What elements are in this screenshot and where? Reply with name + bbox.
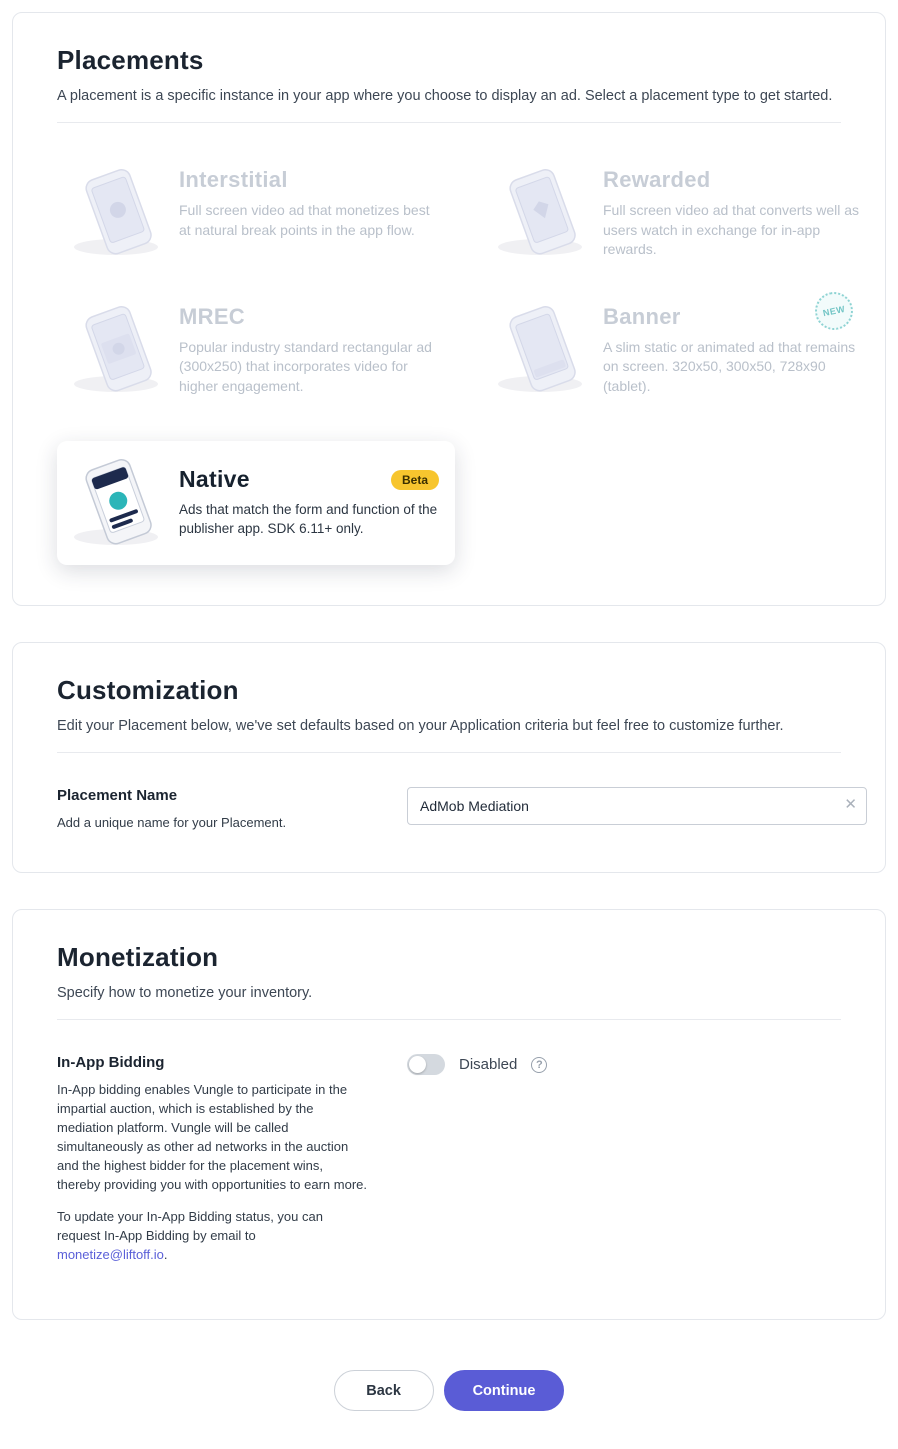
- monetize-email-link[interactable]: monetize@liftoff.io: [57, 1247, 164, 1263]
- placement-name-help: Add a unique name for your Placement.: [57, 814, 287, 830]
- back-button[interactable]: Back: [334, 1370, 434, 1411]
- placement-type-grid: [57, 167, 860, 565]
- continue-button[interactable]: Continue: [444, 1370, 565, 1411]
- placement-name-input[interactable]: [407, 787, 867, 825]
- beta-badge: Beta: [391, 470, 439, 490]
- monetization-subtitle: Specify how to monetize your inventory.: [57, 985, 313, 1002]
- new-badge: NEW: [811, 288, 856, 333]
- placement-type-banner[interactable]: [481, 304, 861, 397]
- placement-type-rewarded[interactable]: [481, 167, 861, 260]
- period: .: [163, 1247, 168, 1263]
- in-app-bidding-description: In-App bidding enables Vungle to participate in the impartial auction, which is established by the mediation platform. Vungle will be called simultaneously as other ad networks in the auction and the highest bidder for the placement wins, thereby providing you with opportunities to earn more.: [57, 1082, 368, 1192]
- placement-type-interstitial[interactable]: [57, 167, 455, 260]
- mrec-phone-icon: [57, 304, 179, 396]
- monetization-card: [12, 909, 886, 1320]
- placements-subtitle: A placement is a specific instance in your app where you choose to display an ad. Select a placement type to get started.: [57, 88, 833, 104]
- placement-type-native[interactable]: [57, 441, 455, 565]
- customization-card: [12, 642, 886, 874]
- in-app-bidding-row: [57, 1054, 841, 1279]
- footer-actions: [12, 1356, 886, 1437]
- placement-name-row: [57, 786, 857, 833]
- in-app-bidding-update-text: [57, 1208, 367, 1265]
- toggle-knob: [409, 1056, 426, 1073]
- rewarded-phone-icon: [481, 167, 603, 259]
- placement-type-mrec[interactable]: [57, 304, 455, 397]
- placement-type-title: Interstitial: [179, 167, 288, 192]
- divider: [57, 122, 841, 123]
- placement-type-title: Rewarded: [603, 167, 711, 192]
- placements-card: [12, 12, 886, 606]
- banner-phone-icon: [481, 304, 603, 396]
- placement-type-title: Banner: [603, 303, 681, 329]
- monetization-title: Monetization: [57, 942, 219, 973]
- placement-name-label: Placement Name: [57, 786, 178, 804]
- placement-type-description: Popular industry standard rectangular ad (300x250) that incorporates video for higher engagement.: [179, 338, 432, 394]
- update-text: To update your In-App Bidding status, you can request In-App Bidding by email to: [57, 1209, 323, 1244]
- native-phone-icon: [57, 457, 179, 549]
- customization-title: Customization: [57, 674, 239, 705]
- customization-subtitle: Edit your Placement below, we've set defaults based on your Application criteria but feel free to customize further.: [57, 717, 784, 734]
- in-app-bidding-label: In-App Bidding: [57, 1054, 165, 1072]
- help-icon[interactable]: ?: [531, 1057, 547, 1073]
- clear-input-icon[interactable]: ✕: [844, 795, 857, 813]
- interstitial-phone-icon: [57, 167, 179, 259]
- placement-type-description: Full screen video ad that converts well as users watch in exchange for in-app rewards.: [603, 202, 860, 258]
- in-app-bidding-status: Disabled: [459, 1056, 518, 1074]
- placements-title: Placements: [57, 45, 204, 75]
- in-app-bidding-toggle[interactable]: [407, 1054, 445, 1075]
- divider: [57, 752, 841, 753]
- divider: [57, 1019, 841, 1020]
- placement-type-description: Ads that match the form and function of the publisher app. SDK 6.11+ only.: [179, 502, 438, 537]
- placement-type-title: MREC: [179, 303, 245, 329]
- placement-type-title: Native: [179, 466, 250, 493]
- placement-type-description: A slim static or animated ad that remains on screen. 320x50, 300x50, 728x90 (tablet).: [603, 338, 856, 394]
- placement-type-description: Full screen video ad that monetizes best at natural break points in the app flow.: [179, 202, 430, 238]
